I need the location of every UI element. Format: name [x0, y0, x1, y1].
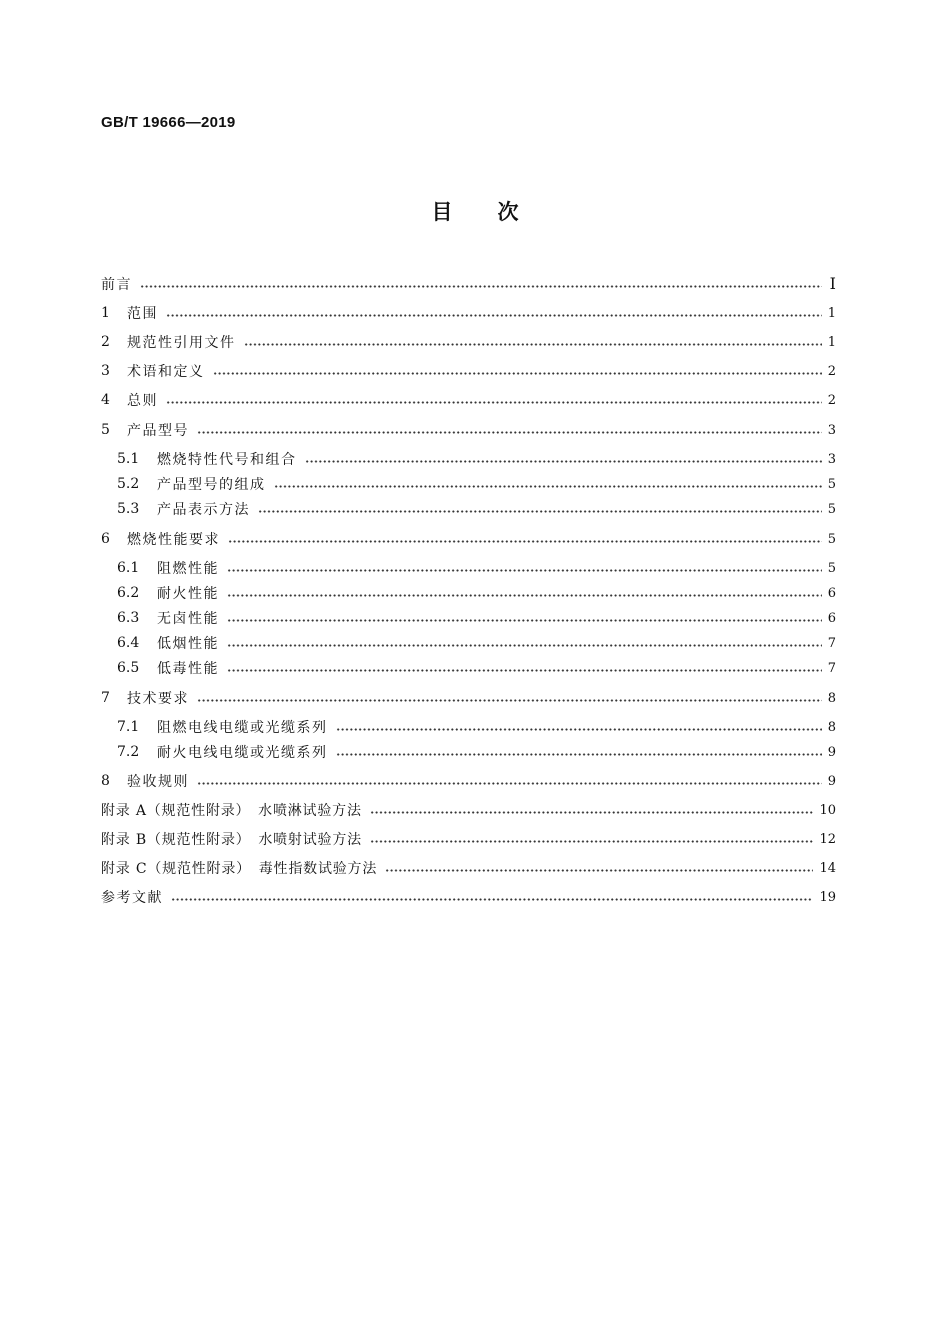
toc-entry-number: 5: [101, 422, 110, 438]
toc-entry[interactable]: [117, 741, 836, 763]
toc-entry[interactable]: [101, 828, 836, 850]
toc-entry[interactable]: [117, 716, 836, 738]
toc-entry-number: 5.1: [117, 451, 140, 467]
toc-entry[interactable]: [101, 799, 836, 821]
toc-entry-number: 6.2: [117, 585, 140, 601]
toc-entry-number: 6.4: [117, 635, 140, 651]
toc-entry-label: 低毒性能: [157, 661, 219, 677]
toc-leader-dots: [370, 811, 814, 814]
toc-entry-page: 5: [827, 476, 836, 492]
toc-entry[interactable]: [101, 360, 836, 382]
toc-entry-page: 5: [827, 531, 836, 547]
toc-entry-page: 5: [827, 560, 836, 576]
toc-entry-page: 10: [819, 802, 836, 818]
toc-entry-page: 7: [827, 635, 836, 651]
toc-leader-dots: [228, 540, 822, 543]
toc-entry[interactable]: [101, 886, 836, 908]
toc-entry[interactable]: [101, 302, 836, 324]
toc-entry-number: 7.2: [117, 744, 140, 760]
toc-entry-page: 8: [827, 690, 836, 706]
toc-entry[interactable]: [101, 331, 836, 353]
toc-leader-dots: [197, 699, 822, 702]
toc-entry-page: 3: [827, 422, 836, 438]
toc-leader-dots: [274, 485, 822, 488]
toc-leader-dots: [227, 569, 822, 572]
toc-leader-dots: [197, 782, 822, 785]
toc-entry[interactable]: [117, 607, 836, 629]
toc-entry-label: 阻燃性能: [157, 561, 219, 577]
toc-leader-dots: [258, 510, 822, 513]
toc-entry-page: 6: [827, 610, 836, 626]
title-part-2: 次: [497, 200, 519, 224]
toc-entry-page: 6: [827, 585, 836, 601]
toc-entry-label: 耐火电线电缆或光缆系列: [157, 745, 328, 761]
toc-entry-label: 附录 A（规范性附录） 水喷淋试验方法: [101, 803, 362, 819]
toc-entry-page: 12: [819, 831, 836, 847]
toc-entry-number: 5.2: [117, 476, 140, 492]
toc-entry-number: 7: [101, 690, 110, 706]
toc-leader-dots: [385, 869, 813, 872]
toc-entry[interactable]: [101, 419, 836, 441]
toc-entry[interactable]: [101, 687, 836, 709]
toc-entry-number: 6.1: [117, 560, 140, 576]
toc-entry[interactable]: [117, 582, 836, 604]
toc-entry-label: 范围: [127, 306, 158, 322]
toc-entry-page: 1: [827, 305, 836, 321]
toc-entry-page: 9: [827, 744, 836, 760]
toc-leader-dots: [305, 460, 822, 463]
page-title: [0, 196, 950, 226]
toc-leader-dots: [227, 644, 822, 647]
toc-entry-label: 无卤性能: [157, 611, 219, 627]
toc-entry-number: 3: [101, 363, 110, 379]
toc-leader-dots: [227, 594, 822, 597]
toc-entry-page: 9: [827, 773, 836, 789]
toc-entry-number: 1: [101, 305, 110, 321]
toc-entry-label: 附录 C（规范性附录） 毒性指数试验方法: [101, 861, 378, 877]
toc-entry[interactable]: [117, 657, 836, 679]
toc-entry-page: Ⅰ: [829, 276, 836, 293]
toc-entry[interactable]: [117, 632, 836, 654]
toc-entry-page: 3: [827, 451, 836, 467]
toc-entry-label: 前言: [101, 277, 132, 293]
title-part-1: 目: [431, 200, 453, 224]
toc-entry[interactable]: [101, 857, 836, 879]
toc-entry-number: 8: [101, 773, 110, 789]
toc-leader-dots: [171, 898, 813, 901]
toc-entry-page: 5: [827, 501, 836, 517]
toc-leader-dots: [336, 728, 822, 731]
toc-leader-dots: [213, 372, 822, 375]
toc-entry-label: 技术要求: [127, 691, 189, 707]
toc-entry-page: 14: [819, 860, 836, 876]
toc-entry-label: 验收规则: [127, 774, 189, 790]
toc-entry-number: 6.5: [117, 660, 140, 676]
toc-entry-number: 5.3: [117, 501, 140, 517]
toc-entry-page: 2: [827, 363, 836, 379]
toc-entry[interactable]: [101, 528, 836, 550]
toc-entry[interactable]: [101, 770, 836, 792]
toc-entry[interactable]: [117, 498, 836, 520]
toc-leader-dots: [140, 285, 822, 288]
toc-entry-number: 6: [101, 531, 110, 547]
toc-leader-dots: [227, 669, 822, 672]
toc-entry-label: 燃烧性能要求: [127, 532, 220, 548]
toc-entry-page: 19: [819, 889, 836, 905]
toc-entry[interactable]: [117, 557, 836, 579]
standard-code: GB/T 19666—2019: [101, 114, 236, 131]
toc-entry-page: 7: [827, 660, 836, 676]
toc-entry-page: 2: [827, 392, 836, 408]
toc-leader-dots: [336, 753, 822, 756]
toc-entry[interactable]: [101, 389, 836, 411]
toc-entry-number: 6.3: [117, 610, 140, 626]
toc-entry-page: 1: [827, 334, 836, 350]
toc-entry-label: 低烟性能: [157, 636, 219, 652]
toc-entry-label: 规范性引用文件: [127, 335, 236, 351]
toc-entry[interactable]: [101, 273, 836, 295]
toc-entry-label: 附录 B（规范性附录） 水喷射试验方法: [101, 832, 362, 848]
toc-entry-label: 总则: [127, 393, 158, 409]
toc-entry-label: 燃烧特性代号和组合: [157, 452, 297, 468]
toc-leader-dots: [166, 401, 822, 404]
toc-entry-number: 7.1: [117, 719, 140, 735]
toc-entry[interactable]: [117, 473, 836, 495]
toc-leader-dots: [197, 431, 822, 434]
toc-entry-label: 耐火性能: [157, 586, 219, 602]
toc-entry-number: 2: [101, 334, 110, 350]
toc-entry-page: 8: [827, 719, 836, 735]
toc-entry-label: 参考文献: [101, 890, 163, 906]
toc-entry-label: 产品型号: [127, 423, 189, 439]
toc-entry-label: 产品型号的组成: [157, 477, 266, 493]
toc-leader-dots: [370, 840, 814, 843]
toc-leader-dots: [227, 619, 822, 622]
toc-entry-label: 术语和定义: [127, 364, 205, 380]
toc-entry-label: 阻燃电线电缆或光缆系列: [157, 720, 328, 736]
toc-entry[interactable]: [117, 448, 836, 470]
toc-entry-label: 产品表示方法: [157, 502, 250, 518]
toc-entry-number: 4: [101, 392, 110, 408]
toc-leader-dots: [166, 314, 822, 317]
toc-leader-dots: [244, 343, 822, 346]
